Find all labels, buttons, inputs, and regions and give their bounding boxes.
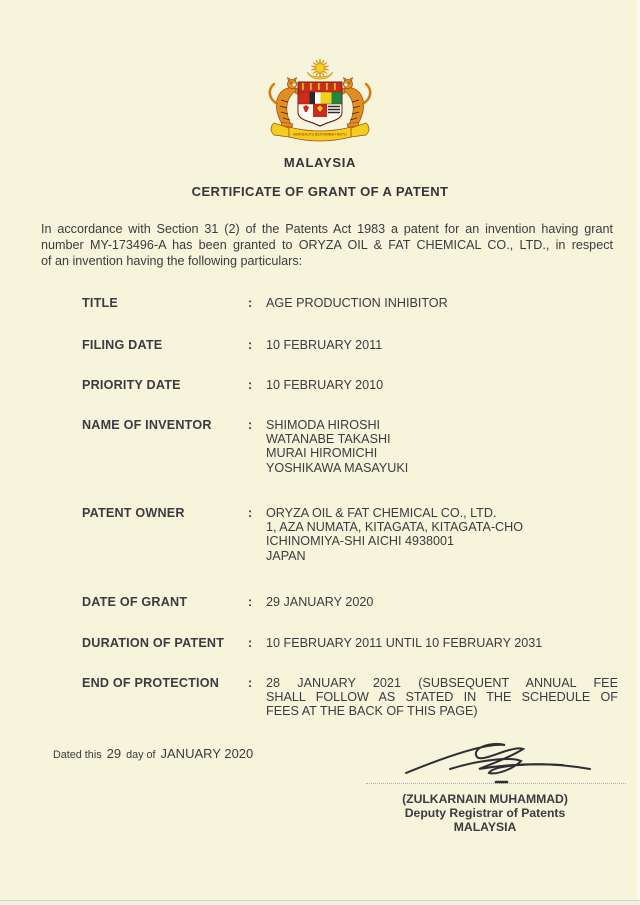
dated-line: [53, 746, 253, 761]
field-row-date-of-grant: [82, 595, 618, 609]
field-row-title: [82, 296, 618, 310]
field-value: [266, 676, 618, 719]
field-label: DURATION OF PATENT: [82, 636, 225, 650]
field-value-line: SHALL FOLLOW AS STATED IN THE SCHEDULE OF: [266, 690, 618, 705]
scan-edge-bottom: [0, 900, 640, 905]
field-value: [266, 636, 618, 650]
field-value-line: ORYZA OIL & FAT CHEMICAL CO., LTD.: [266, 506, 497, 520]
dated-date: JANUARY 2020: [160, 746, 254, 761]
field-colon: :: [248, 296, 253, 310]
field-row-end-of-protection: [82, 676, 618, 719]
dated-connector: day of: [126, 749, 156, 761]
field-value-line: 10 FEBRUARY 2010: [266, 378, 384, 392]
field-value: [266, 506, 618, 563]
country-heading: MALAYSIA: [283, 155, 357, 170]
signatory-org: MALAYSIA: [453, 820, 517, 834]
field-value-line: FEES AT THE BACK OF THIS PAGE): [266, 704, 478, 719]
field-row-duration: [82, 636, 618, 650]
field-value: [266, 378, 618, 392]
field-colon: :: [248, 378, 253, 392]
field-value-line: ICHINOMIYA-SHI AICHI 4938001: [266, 534, 455, 549]
dated-prefix: Dated this: [53, 749, 102, 761]
intro-line: In accordance with Section 31 (2) of the Patents Act 1983 a patent for an invention having grant: [41, 222, 613, 236]
shield-icon: [298, 82, 342, 126]
tiger-right-icon: [338, 78, 370, 128]
intro-paragraph: [41, 221, 613, 269]
field-label: NAME OF INVENTOR: [82, 418, 212, 432]
field-value-line: AGE PRODUCTION INHIBITOR: [266, 296, 448, 310]
field-colon: :: [248, 676, 253, 690]
field-value-line: 10 FEBRUARY 2011: [266, 338, 383, 352]
field-row-priority-date: [82, 378, 618, 392]
signature-icon: [392, 737, 622, 787]
dated-day: 29: [106, 746, 122, 761]
field-value-line: 1, AZA NUMATA, KITAGATA, KITAGATA-CHO: [266, 520, 524, 535]
signature-block: [366, 737, 626, 834]
field-value: [266, 595, 618, 609]
signatory-name: (ZULKARNAIN MUHAMMAD): [402, 792, 568, 806]
field-value-line: YOSHIKAWA MASAYUKI: [266, 460, 409, 475]
field-label: END OF PROTECTION: [82, 676, 220, 690]
federal-star-icon: [311, 59, 329, 77]
field-value: [266, 296, 618, 310]
field-colon: :: [248, 636, 253, 650]
field-value: [266, 418, 618, 475]
field-value-line: 28 JANUARY 2021 (SUBSEQUENT ANNUAL FEE: [266, 676, 618, 690]
field-colon: :: [248, 595, 253, 609]
field-value: [266, 338, 618, 352]
field-value-line: WATANABE TAKASHI: [266, 432, 391, 447]
intro-line: of an invention having the following particulars:: [41, 254, 303, 268]
field-value-line: MURAI HIROMICHI: [266, 446, 378, 461]
intro-line: number MY-173496-A has been granted to ORYZA OIL & FAT CHEMICAL CO., LTD., in respect: [41, 238, 613, 252]
tiger-left-icon: [270, 78, 302, 128]
certificate-title: CERTIFICATE OF GRANT OF A PATENT: [191, 184, 449, 199]
field-colon: :: [248, 338, 253, 352]
field-colon: :: [248, 506, 253, 520]
field-value-line: 29 JANUARY 2020: [266, 595, 374, 609]
field-label: PRIORITY DATE: [82, 378, 181, 392]
field-value-line: SHIMODA HIROSHI: [266, 418, 381, 432]
field-label: TITLE: [82, 296, 118, 310]
malaysia-coat-of-arms: [259, 58, 381, 148]
field-value-line: JAPAN: [266, 548, 306, 563]
field-value-line: 10 FEBRUARY 2011 UNTIL 10 FEBRUARY 2031: [266, 636, 543, 650]
field-label: FILING DATE: [82, 338, 163, 352]
field-colon: :: [248, 418, 253, 432]
field-label: DATE OF GRANT: [82, 595, 188, 609]
signatory-role: Deputy Registrar of Patents: [404, 806, 566, 820]
motto-text: BERSEKUTU BERTAMBAH MUTU: [293, 132, 347, 137]
field-label: PATENT OWNER: [82, 506, 185, 520]
field-row-inventor: [82, 418, 618, 475]
field-row-filing-date: [82, 338, 618, 352]
field-row-patent-owner: [82, 506, 618, 563]
